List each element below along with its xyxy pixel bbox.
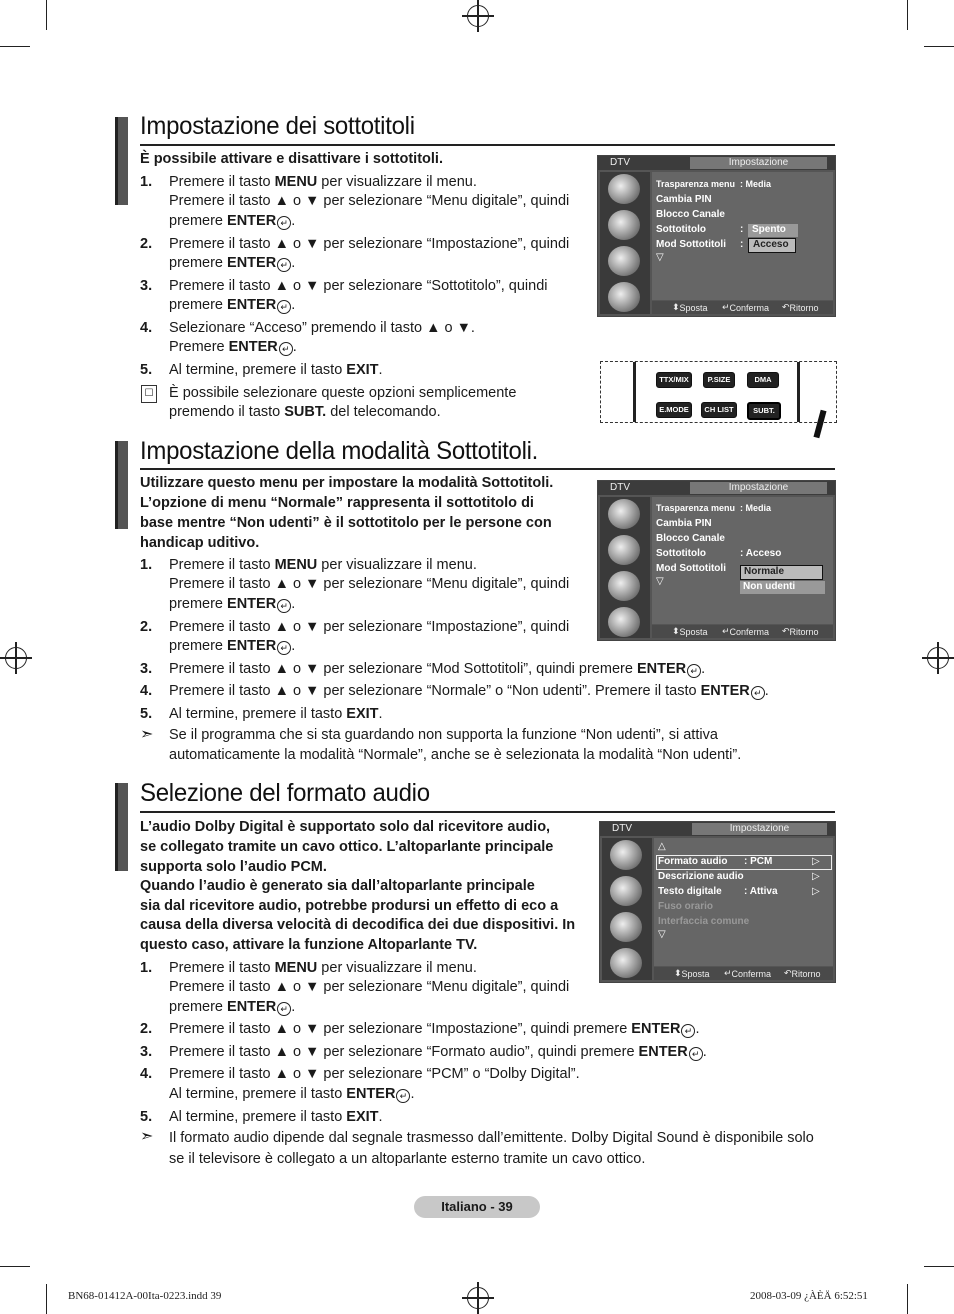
section-title: Impostazione dei sottotitoli (140, 112, 415, 140)
registration-mark-icon (927, 647, 949, 669)
registration-mark-icon (5, 647, 27, 669)
osd-menu-audio-format: DTV Impostazione △ Formato audio : PCM ▷ Descrizione audio ▷ Testo digitale : Attiva ▷ Fuso orario Interfaccia comune ▽ ⬍ Sposta ↵ Conferma ↶ Ritorno (599, 821, 836, 983)
remote-illustration (600, 361, 837, 423)
registration-mark-icon (467, 1287, 489, 1309)
option-non-udenti[interactable]: Non udenti (740, 581, 825, 594)
crop-mark (907, 0, 908, 30)
section-lead: È possibile attivare e disattivare i sottotitoli. (140, 151, 443, 167)
section-bar (115, 441, 128, 529)
crop-mark (0, 46, 30, 47)
section-rule (140, 144, 835, 146)
section-lead: L’audio Dolby Digital è supportato solo dal ricevitore audio, (140, 819, 551, 835)
enter-icon: ↵ (277, 258, 291, 272)
section-lead: causa della diversa velocità di decodifica dei due dispositivi. In (140, 917, 576, 933)
footer-date: 2008-03-09 ¿ÀÈÄ 6:52:51 (750, 1290, 868, 1302)
section-lead: base mentre “Non udenti” è il sottotitolo per le persone con (140, 515, 552, 531)
section-lead: questo caso, attivare la funzione Altoparlante TV. (140, 937, 478, 953)
sound-menu-icon (608, 535, 640, 565)
section-lead: L’opzione di menu “Normale” rappresenta il sottotitolo di (140, 495, 534, 511)
section-lead: Quando l’audio è generato sia dall’altoparlante principale (140, 878, 535, 894)
note-arrow-icon: ➣ (140, 726, 154, 743)
setup-menu-icon (608, 607, 640, 637)
enter-icon: ↵ (689, 1047, 703, 1061)
sound-menu-icon (608, 210, 640, 240)
enter-icon: ↵ (277, 300, 291, 314)
channel-menu-icon (610, 912, 642, 942)
option-normale[interactable]: Normale (740, 565, 823, 580)
section-title: Selezione del formato audio (140, 779, 430, 807)
enter-icon: ↵ (277, 1002, 291, 1016)
section-lead: handicap uditivo. (140, 535, 260, 551)
enter-icon: ↵ (751, 686, 765, 700)
enter-icon: ↵ (277, 599, 291, 613)
section-lead: se collegato tramite un cavo ottico. L’altoparlante principale (140, 839, 554, 855)
emode-button: E.MODE (656, 402, 692, 418)
section-bar (115, 117, 128, 205)
footer-file: BN68-01412A-00Ita-0223.indd 39 (68, 1290, 222, 1302)
option-acceso[interactable]: Acceso (748, 238, 796, 253)
option-spento[interactable]: Spento (748, 224, 798, 237)
osd-menu-subtitle-mode: DTV Impostazione Trasparenza menu : Media Cambia PIN Blocco Canale Sottotitolo : Acceso Mod Sottotitoli ▽ Normale Non udenti ⬍ Sposta ↵ Conferma ↶ Ritorno (597, 480, 836, 641)
osd-sidebar (600, 172, 650, 314)
picture-menu-icon (608, 499, 640, 529)
picture-menu-icon (610, 840, 642, 870)
section-lead: supporta solo l’audio PCM. (140, 859, 327, 875)
crop-mark (907, 1284, 908, 1314)
section-title: Impostazione della modalità Sottotitoli. (140, 437, 539, 465)
setup-menu-icon (608, 282, 640, 312)
section-lead: Utilizzare questo menu per impostare la modalità Sottotitoli. (140, 475, 554, 491)
enter-icon: ↵ (687, 664, 701, 678)
enter-icon: ↵ (279, 342, 293, 356)
enter-icon: ↵ (277, 641, 291, 655)
subt-button: SUBT. (747, 402, 781, 420)
osd-sidebar (600, 497, 650, 638)
osd-menu-subtitle: DTV Impostazione Trasparenza menu : Media Cambia PIN Blocco Canale Sottotitolo : Mod Sottotitoli : ▽ Spento Acceso ⬍ Sposta ↵ Conferma ↶ Ritorno (597, 155, 836, 317)
registration-mark-icon (467, 5, 489, 27)
crop-mark (924, 1266, 954, 1267)
note-arrow-icon: ➣ (140, 1128, 154, 1145)
section-rule (140, 468, 835, 470)
dma-button: DMA (747, 372, 779, 388)
chlist-button: CH LIST (701, 402, 737, 418)
enter-icon: ↵ (396, 1089, 410, 1103)
crop-mark (46, 1284, 47, 1314)
section-bar (115, 783, 128, 871)
enter-icon: ↵ (681, 1024, 695, 1038)
crop-mark (924, 46, 954, 47)
psize-button: P.SIZE (703, 372, 735, 388)
channel-menu-icon (608, 571, 640, 601)
picture-menu-icon (608, 174, 640, 204)
crop-mark (46, 0, 47, 30)
osd-sidebar (602, 838, 652, 980)
ttx-mix-button: TTX/MIX (656, 372, 692, 388)
channel-menu-icon (608, 246, 640, 276)
section-lead: sia dal ricevitore audio, potrebbe prodursi un effetto di eco a (140, 898, 559, 914)
page-number: Italiano - 39 (414, 1196, 540, 1218)
enter-icon: ↵ (277, 216, 291, 230)
remote-note-icon: ☐ (141, 385, 157, 403)
section-rule (140, 811, 835, 813)
crop-mark (0, 1266, 30, 1267)
setup-menu-icon (610, 948, 642, 978)
sound-menu-icon (610, 876, 642, 906)
